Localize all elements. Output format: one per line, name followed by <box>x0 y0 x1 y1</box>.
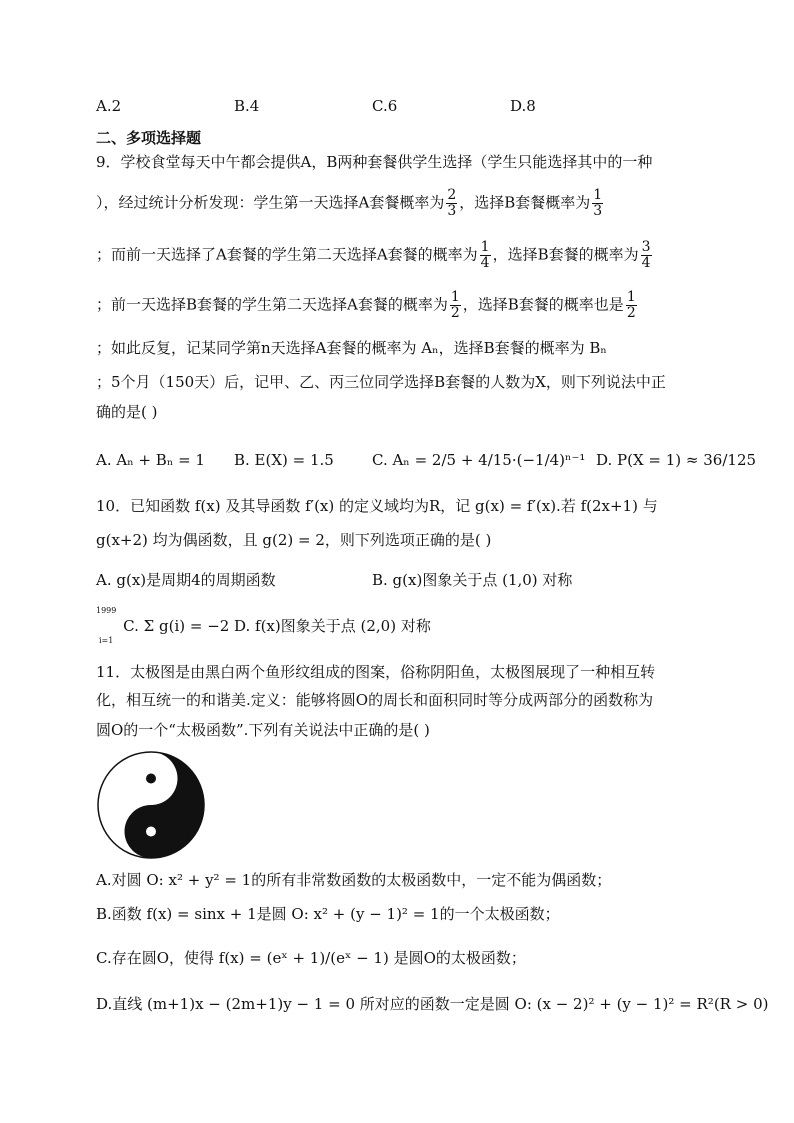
q10-option-c <box>96 606 229 646</box>
q11-line-1: 11．太极图是由黑白两个鱼形纹组成的图案，俗称阴阳鱼，太极图展现了一种相互转 <box>96 663 656 681</box>
fraction-3-4: $\frac{3}{4}$ <box>641 239 651 271</box>
prev-option-a: A.2 <box>96 97 122 115</box>
q9-line-4b: ，选择B套餐的概率也是 <box>462 295 624 314</box>
q9-option-c: C. Aₙ = 2/5 + 4/15·(−1/4)ⁿ⁻¹ <box>372 451 586 469</box>
q9-option-a: A. Aₙ + Bₙ = 1 <box>96 451 205 469</box>
q9-line-4a: ；前一天选择B套餐的学生第二天选择A套餐的概率为 <box>96 295 448 314</box>
fraction-1-3: $\frac{1}{3}$ <box>593 187 603 219</box>
q11-option-c: C.存在圆O，使得 f(x) = (eˣ + 1)/(eˣ − 1) 是圆O的太极函数； <box>96 949 526 967</box>
q9-line-2b: ，选择B套餐概率为 <box>459 193 591 212</box>
q10-option-c-text: C. Σ g(i) = −2 <box>123 617 230 635</box>
q10-option-b: B. g(x)图象关于点 (1,0) 对称 <box>372 571 573 589</box>
sum-upper-limit: 1999 <box>96 606 117 615</box>
q10-line-1: 10．已知函数 f(x) 及其导函数 f′(x) 的定义域均为R，记 g(x) = f′(x).若 f(2x+1) 与 <box>96 497 658 515</box>
q11-option-a: A.对圆 O: x² + y² = 1的所有非常数函数的太极函数中，一定不能为偶函数； <box>96 871 612 889</box>
sum-lower-limit: i=1 <box>99 636 114 645</box>
prev-option-d: D.8 <box>510 97 536 115</box>
q9-line-2 <box>96 188 605 219</box>
q9-option-d: D. P(X = 1) ≈ 36/125 <box>596 451 757 469</box>
prev-option-b: B.4 <box>234 97 260 115</box>
fraction-1-4: $\frac{1}{4}$ <box>480 239 490 271</box>
q10-option-a: A. g(x)是周期4的周期函数 <box>96 571 276 589</box>
q11-option-d: D.直线 (m+1)x − (2m+1)y − 1 = 0 所对应的函数一定是圆 O: (x − 2)² + (y − 1)² = R²(R > 0) <box>96 995 769 1013</box>
q10-line-2: g(x+2) 均为偶函数，且 g(2) = 2，则下列选项正确的是( ) <box>96 531 492 549</box>
q9-line-3a: ；而前一天选择了A套餐的学生第二天选择A套餐的概率为 <box>96 245 478 264</box>
q9-line-5: ；如此反复，记某同学第n天选择A套餐的概率为 Aₙ，选择B套餐的概率为 Bₙ <box>96 339 607 357</box>
q9-line-2a: ），经过统计分析发现：学生第一天选择A套餐概率为 <box>96 193 445 212</box>
fraction-2-3: $\frac{2}{3}$ <box>447 187 457 219</box>
q9-line-3b: ，选择B套餐的概率为 <box>492 245 639 264</box>
q9-line-7: 确的是( ) <box>96 403 158 421</box>
section-title: 二、多项选择题 <box>96 129 202 147</box>
q11-option-b: B.函数 f(x) = sinx + 1是圆 O: x² + (y − 1)² = 1的一个太极函数； <box>96 905 560 923</box>
q9-option-b: B. E(X) = 1.5 <box>234 451 334 469</box>
q9-line-3 <box>96 240 654 271</box>
prev-option-c: C.6 <box>372 97 398 115</box>
taiji-yin-yang-image <box>96 750 206 860</box>
q10-option-d: D. f(x)图象关于点 (2,0) 对称 <box>234 617 431 635</box>
q11-line-2: 化，相互统一的和谐美.定义：能够将圆O的周长和面积同时等分成两部分的函数称为 <box>96 691 654 709</box>
q9-line-6: ；5个月（150天）后，记甲、乙、丙三位同学选择B套餐的人数为X，则下列说法中正 <box>96 373 666 391</box>
fraction-1-2-b: $\frac{1}{2}$ <box>626 289 636 321</box>
fraction-1-2-a: $\frac{1}{2}$ <box>450 289 460 321</box>
q11-line-3: 圆O的一个“太极函数”.下列有关说法中正确的是( ) <box>96 721 430 739</box>
q9-line-4 <box>96 290 639 321</box>
q9-line-1: 9．学校食堂每天中午都会提供A，B两种套餐供学生选择（学生只能选择其中的一种 <box>96 153 653 171</box>
sigma-symbol <box>96 606 116 646</box>
